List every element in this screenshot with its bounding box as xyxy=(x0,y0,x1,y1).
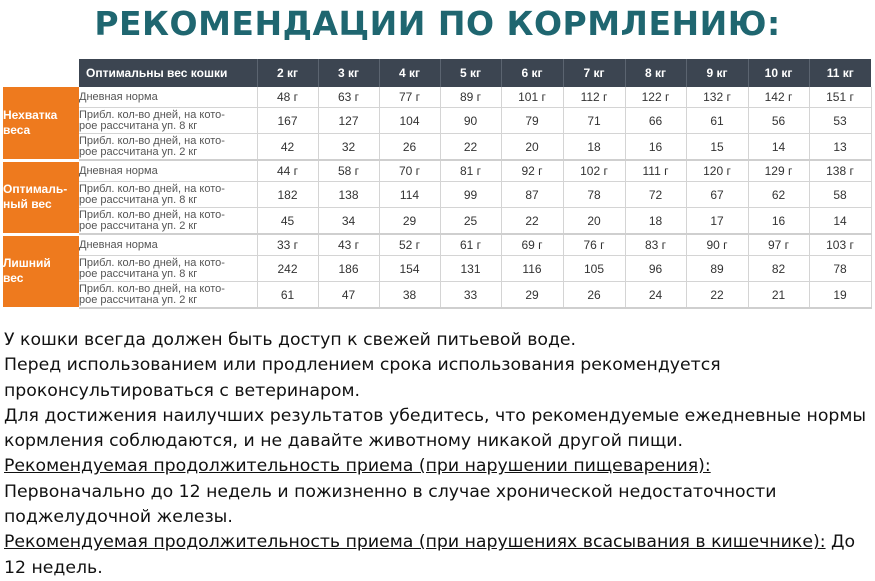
header-weight: 7 кг xyxy=(563,59,625,87)
row-label-days-8kg xyxy=(79,256,257,282)
row-label-line: Прибл. кол-во дней, на кото- xyxy=(79,282,225,295)
note-absorption-duration: До 12 недель. xyxy=(4,532,856,578)
header-weight: 2 кг xyxy=(257,59,318,87)
table-cell: 16 xyxy=(625,134,686,161)
table-cell: 62 xyxy=(748,182,809,208)
table-cell: 81 г xyxy=(440,160,501,182)
table-row xyxy=(3,256,871,282)
table-cell: 78 xyxy=(809,256,871,282)
feeding-notes xyxy=(4,328,872,581)
note-absorption xyxy=(4,530,872,581)
header-weight-label: Оптимальны вес кошки xyxy=(79,59,257,87)
table-cell: 61 xyxy=(257,282,318,309)
page-title: РЕКОМЕНДАЦИИ ПО КОРМЛЕНИЮ: xyxy=(94,4,781,43)
table-cell: 19 xyxy=(809,282,871,309)
header-weight: 3 кг xyxy=(318,59,379,87)
table-cell: 111 г xyxy=(625,160,686,182)
row-label-line: рое рассчитана уп. 2 кг xyxy=(79,145,198,158)
row-label-daily-norm: Дневная норма xyxy=(79,234,257,256)
table-cell: 58 г xyxy=(318,160,379,182)
table-cell: 103 г xyxy=(809,234,871,256)
table-row xyxy=(3,87,871,108)
table-cell: 43 г xyxy=(318,234,379,256)
row-label-line: Прибл. кол-во дней, на кото- xyxy=(79,108,225,121)
header-weight: 5 кг xyxy=(440,59,501,87)
row-label-line: Прибл. кол-во дней, на кото- xyxy=(79,182,225,195)
header-corner xyxy=(3,59,79,87)
table-cell: 96 xyxy=(625,256,686,282)
row-label-daily-norm: Дневная норма xyxy=(79,160,257,182)
table-cell: 18 xyxy=(625,208,686,235)
table-cell: 24 xyxy=(625,282,686,309)
row-label-line: рое рассчитана уп. 2 кг xyxy=(79,219,198,232)
table-cell: 22 xyxy=(686,282,748,309)
table-cell: 90 г xyxy=(686,234,748,256)
table-cell: 132 г xyxy=(686,87,748,108)
header-weight: 10 кг xyxy=(748,59,809,87)
group-label-line: веса xyxy=(3,122,31,137)
table-cell: 89 г xyxy=(440,87,501,108)
table-cell: 89 xyxy=(686,256,748,282)
table-cell: 138 xyxy=(318,182,379,208)
table-cell: 17 xyxy=(686,208,748,235)
table-cell: 79 xyxy=(501,108,563,134)
row-label-line: рое рассчитана уп. 8 кг xyxy=(79,193,198,206)
group-underweight-label xyxy=(3,87,79,160)
row-label-days-2kg xyxy=(79,282,257,309)
table-cell: 47 xyxy=(318,282,379,309)
note-digestion-duration: Первоначально до 12 недель и пожизненно в случае хронической недостаточности поджелудочной железы. xyxy=(4,481,777,528)
table-cell: 13 xyxy=(809,134,871,161)
table-cell: 112 г xyxy=(563,87,625,108)
table-cell: 129 г xyxy=(748,160,809,182)
table-row xyxy=(3,208,871,235)
group-optimal-weight-label xyxy=(3,160,79,234)
table-cell: 167 xyxy=(257,108,318,134)
group-overweight-label xyxy=(3,234,79,308)
table-cell: 66 xyxy=(625,108,686,134)
table-cell: 58 xyxy=(809,182,871,208)
table-cell: 142 г xyxy=(748,87,809,108)
table-cell: 76 г xyxy=(563,234,625,256)
table-cell: 20 xyxy=(563,208,625,235)
table-cell: 102 г xyxy=(563,160,625,182)
table-cell: 29 xyxy=(501,282,563,309)
table-cell: 53 xyxy=(809,108,871,134)
row-label-days-8kg xyxy=(79,182,257,208)
row-label-daily-norm: Дневная норма xyxy=(79,87,257,108)
group-label-line: ный вес xyxy=(3,197,52,211)
table-cell: 32 xyxy=(318,134,379,161)
row-label-line: рое рассчитана уп. 2 кг xyxy=(79,293,198,306)
header-weight: 9 кг xyxy=(686,59,748,87)
table-cell: 63 г xyxy=(318,87,379,108)
table-cell: 99 xyxy=(440,182,501,208)
table-cell: 38 xyxy=(379,282,440,309)
note-digestion-heading: Рекомендуемая продолжительность приема (при нарушении пищеварения): xyxy=(4,456,711,477)
table-cell: 242 xyxy=(257,256,318,282)
table-cell: 14 xyxy=(748,134,809,161)
table-row xyxy=(3,182,871,208)
group-label-line: Оптималь- xyxy=(3,182,68,196)
table-cell: 22 xyxy=(501,208,563,235)
table-cell: 78 xyxy=(563,182,625,208)
table-cell: 67 xyxy=(686,182,748,208)
table-cell: 116 xyxy=(501,256,563,282)
table-cell: 21 xyxy=(748,282,809,309)
table-row xyxy=(3,282,871,309)
table-cell: 120 г xyxy=(686,160,748,182)
note-vet: Перед использованием или продлением срока использования рекомендуется проконсультироваться с ветеринаром. xyxy=(4,355,721,401)
table-cell: 34 xyxy=(318,208,379,235)
note-water: У кошки всегда должен быть доступ к свежей питьевой воде. xyxy=(4,330,577,350)
table-cell: 14 xyxy=(809,208,871,235)
table-cell: 56 xyxy=(748,108,809,134)
row-label-line: Прибл. кол-во дней, на кото- xyxy=(79,256,225,269)
table-cell: 105 xyxy=(563,256,625,282)
row-label-days-8kg xyxy=(79,108,257,134)
table-cell: 71 xyxy=(563,108,625,134)
group-label-line: Нехватка xyxy=(3,107,58,122)
note-absorption-heading: Рекомендуемая продолжительность приема (при нарушениях всасывания в кишечнике): xyxy=(4,532,826,553)
table-cell: 22 xyxy=(440,134,501,161)
table-cell: 48 г xyxy=(257,87,318,108)
table-cell: 182 xyxy=(257,182,318,208)
table-cell: 26 xyxy=(563,282,625,309)
header-weight: 4 кг xyxy=(379,59,440,87)
table-cell: 70 г xyxy=(379,160,440,182)
table-cell: 131 xyxy=(440,256,501,282)
table-cell: 77 г xyxy=(379,87,440,108)
table-cell: 151 г xyxy=(809,87,871,108)
table-cell: 82 xyxy=(748,256,809,282)
group-label-line: Лишний xyxy=(3,256,51,270)
table-cell: 25 xyxy=(440,208,501,235)
feeding-table xyxy=(3,59,872,310)
header-weight: 6 кг xyxy=(501,59,563,87)
table-cell: 69 г xyxy=(501,234,563,256)
table-cell: 101 г xyxy=(501,87,563,108)
table-cell: 138 г xyxy=(809,160,871,182)
row-label-line: Прибл. кол-во дней, на кото- xyxy=(79,208,225,221)
row-label-days-2kg xyxy=(79,134,257,161)
table-cell: 20 xyxy=(501,134,563,161)
table-cell: 154 xyxy=(379,256,440,282)
table-cell: 104 xyxy=(379,108,440,134)
table-cell: 61 г xyxy=(440,234,501,256)
table-cell: 16 xyxy=(748,208,809,235)
table-cell: 44 г xyxy=(257,160,318,182)
table-row xyxy=(3,134,871,161)
table-cell: 29 xyxy=(379,208,440,235)
table-cell: 33 xyxy=(440,282,501,309)
table-cell: 90 xyxy=(440,108,501,134)
table-cell: 92 г xyxy=(501,160,563,182)
table-cell: 127 xyxy=(318,108,379,134)
row-label-days-2kg xyxy=(79,208,257,235)
row-label-line: рое рассчитана уп. 8 кг xyxy=(79,267,198,280)
group-label-line: вес xyxy=(3,271,24,285)
table-cell: 26 xyxy=(379,134,440,161)
table-cell: 114 xyxy=(379,182,440,208)
table-cell: 52 г xyxy=(379,234,440,256)
table-cell: 42 xyxy=(257,134,318,161)
table-cell: 15 xyxy=(686,134,748,161)
row-label-line: Прибл. кол-во дней, на кото- xyxy=(79,134,225,147)
table-row xyxy=(3,108,871,134)
table-header-row xyxy=(3,59,871,87)
row-label-line: рое рассчитана уп. 8 кг xyxy=(79,119,198,132)
table-cell: 97 г xyxy=(748,234,809,256)
table-cell: 83 г xyxy=(625,234,686,256)
table-row xyxy=(3,160,871,182)
header-weight: 11 кг xyxy=(809,59,871,87)
table-cell: 72 xyxy=(625,182,686,208)
table-cell: 18 xyxy=(563,134,625,161)
table-cell: 61 xyxy=(686,108,748,134)
table-cell: 87 xyxy=(501,182,563,208)
table-row xyxy=(3,234,871,256)
table-cell: 33 г xyxy=(257,234,318,256)
table-cell: 186 xyxy=(318,256,379,282)
table-cell: 45 xyxy=(257,208,318,235)
table-cell: 122 г xyxy=(625,87,686,108)
note-norms: Для достижения наилучших результатов убедитесь, что рекомендуемые ежедневные нормы кормления соблюдаются, и не давайте животному никакой другой пищи. xyxy=(4,405,867,452)
header-weight: 8 кг xyxy=(625,59,686,87)
